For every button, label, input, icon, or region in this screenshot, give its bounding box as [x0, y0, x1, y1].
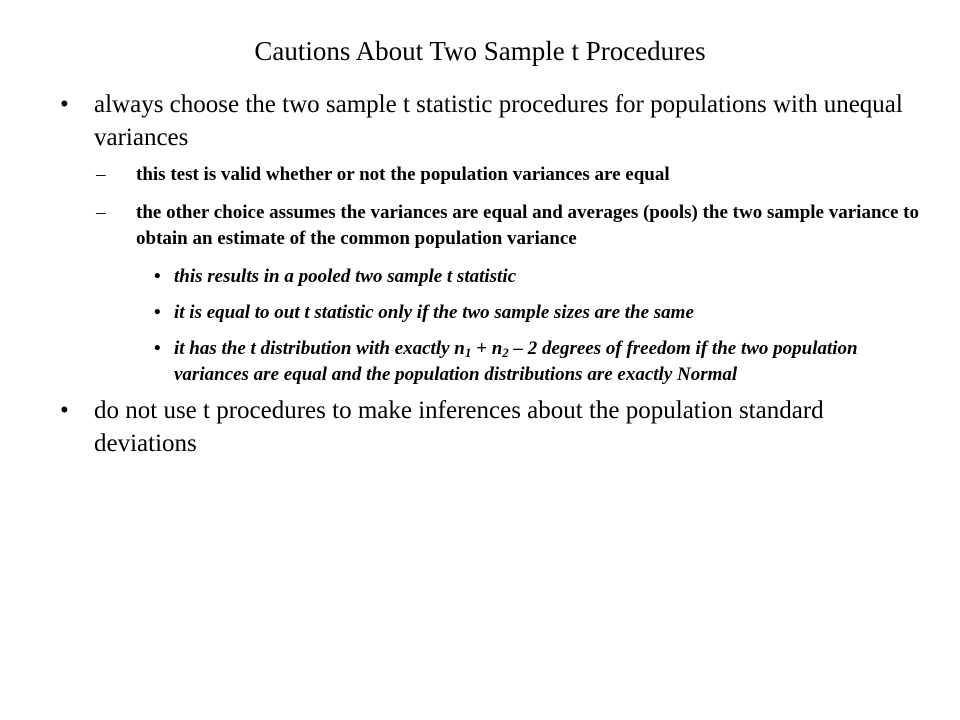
bullet-level1-item	[60, 88, 920, 154]
bullet-marker: •	[60, 397, 69, 424]
bullet-text: the other choice assumes the variances are equal and averages (pools) the two sample variance to obtain an estimate of the common population variance	[136, 202, 919, 249]
bullet-level3-item	[60, 336, 920, 388]
bullet-marker: •	[154, 302, 161, 323]
text-middle: + n	[471, 338, 503, 359]
dash-marker: –	[96, 164, 106, 185]
bullet-text	[174, 338, 858, 385]
subscript-2: 2	[502, 345, 509, 360]
bullet-text: this results in a pooled two sample t statistic	[174, 266, 517, 287]
bullet-level3-item	[60, 264, 920, 290]
dash-marker: –	[96, 202, 106, 223]
slide-content	[60, 88, 920, 460]
bullet-level2-item	[60, 162, 920, 188]
subscript-1: 1	[464, 345, 472, 360]
bullet-text: it is equal to out t statistic only if the two sample sizes are the same	[174, 302, 694, 323]
bullet-level3-item	[60, 300, 920, 326]
bullet-level1-item	[60, 394, 920, 460]
bullet-text: always choose the two sample t statistic procedures for populations with unequal variances	[94, 91, 903, 151]
bullet-marker: •	[154, 266, 161, 287]
bullet-text: do not use t procedures to make inferences about the population standard deviations	[94, 397, 824, 457]
bullet-marker: •	[60, 91, 69, 118]
slide-title: Cautions About Two Sample t Procedures	[254, 36, 706, 66]
bullet-marker: •	[154, 338, 161, 359]
bullet-level2-item	[60, 200, 920, 252]
text-after-n2: – 2 degrees of freedom if the two population variances are equal and the population distributions are exactly Normal	[174, 338, 858, 385]
bullet-text: this test is valid whether or not the population variances are equal	[136, 164, 670, 185]
text-before-n1: it has the t distribution with exactly n	[174, 338, 465, 359]
